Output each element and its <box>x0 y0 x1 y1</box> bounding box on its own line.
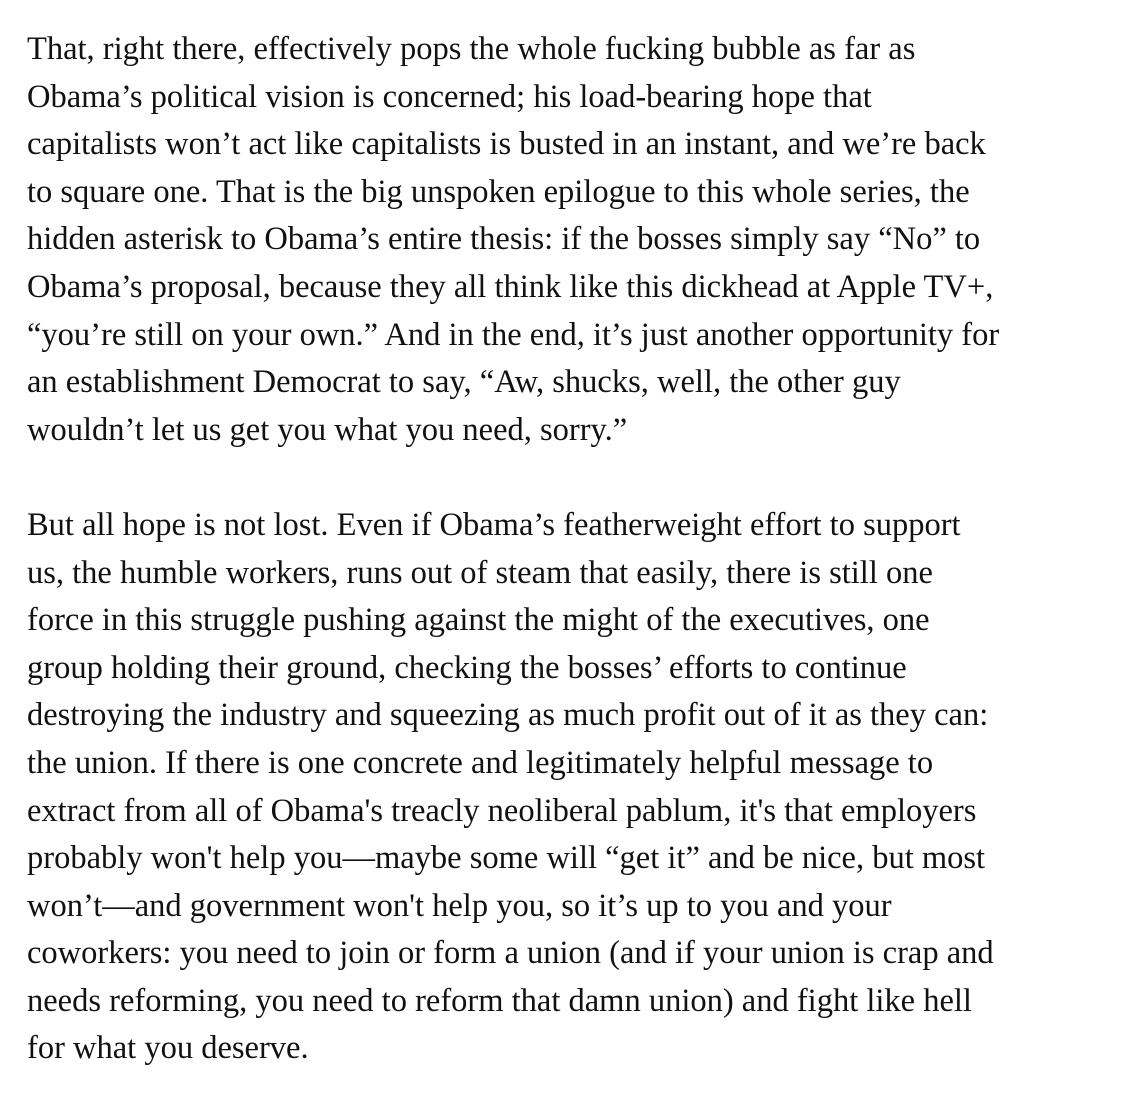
text-line: force in this struggle pushing against the might of the executives, one <box>27 602 930 639</box>
text-line: extract from all of Obama's treacly neoliberal pablum, it's that employers <box>27 792 977 829</box>
text-line: for what you deserve. <box>27 1030 309 1067</box>
text-line: Obama’s proposal, because they all think like this dickhead at Apple TV+, <box>27 268 994 305</box>
paragraph-2 <box>27 502 1117 1073</box>
text-line: But all hope is not lost. Even if Obama’s featherweight effort to support <box>27 506 961 543</box>
paragraph-1 <box>27 26 1117 454</box>
text-line: probably won't help you—maybe some will “get it” and be nice, but most <box>27 840 986 877</box>
text-line: destroying the industry and squeezing as much profit out of it as they can: <box>27 697 989 734</box>
text-line: wouldn’t let us get you what you need, sorry.” <box>27 411 628 448</box>
text-line: group holding their ground, checking the bosses’ efforts to continue <box>27 649 907 686</box>
text-line: capitalists won’t act like capitalists is busted in an instant, and we’re back <box>27 126 986 163</box>
text-line: us, the humble workers, runs out of steam that easily, there is still one <box>27 554 933 591</box>
text-line: That, right there, effectively pops the whole fucking bubble as far as <box>27 31 916 67</box>
text-line: an establishment Democrat to say, “Aw, shucks, well, the other guy <box>27 364 901 401</box>
text-line: coworkers: you need to join or form a union (and if your union is crap and <box>27 935 994 972</box>
text-line: the union. If there is one concrete and legitimately helpful message to <box>27 744 934 781</box>
text-line: “you’re still on your own.” And in the end, it’s just another opportunity for <box>27 316 1000 353</box>
article-body <box>27 26 1117 1073</box>
text-line: won’t—and government won't help you, so it’s up to you and your <box>27 887 892 924</box>
text-line: to square one. That is the big unspoken epilogue to this whole series, the <box>27 173 970 210</box>
text-line: Obama’s political vision is concerned; his load-bearing hope that <box>27 78 872 115</box>
text-line: needs reforming, you need to reform that damn union) and fight like hell <box>27 982 972 1019</box>
text-line: hidden asterisk to Obama’s entire thesis: if the bosses simply say “No” to <box>27 221 981 258</box>
